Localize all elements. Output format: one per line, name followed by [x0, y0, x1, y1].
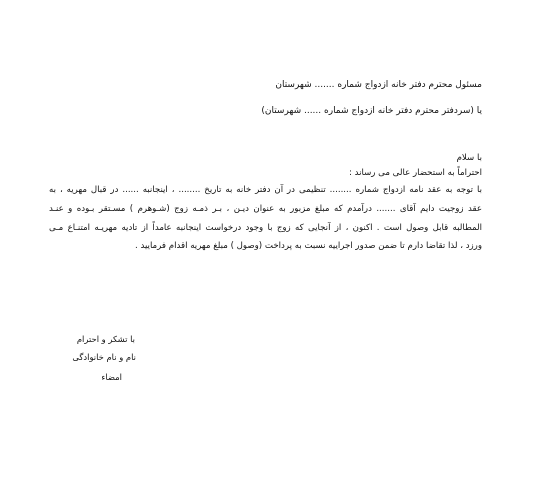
- signer-name: نام و نام خانوادگی: [72, 352, 136, 362]
- paragraph-line-1: با توجه به عقد نامه ازدواج شماره ........ تنظیمی در آن دفتر خانه به تاریخ ........ ، اینجانبه ...... در قبال مهریه ، به: [49, 185, 482, 195]
- paragraph-line-4: ورزد ، لذا تقاضا دارم تا ضمن صدور اجراییه نسبت به پرداخت (وصول ) مبلغ مهریه اقدام فرمایید .: [134, 241, 482, 251]
- recipient-line-1: مسئول محترم دفتر خانه ازدواج شماره ....... شهرستان: [275, 80, 482, 90]
- recipient-line-2: یا (سردفتر محترم دفتر خانه ازدواج شماره ...... شهرستان): [261, 106, 482, 116]
- closing: با تشکر و احترام: [76, 334, 135, 344]
- paragraph-line-3: المطالبه قابل وصول است . اکنون ، از آنجایی که زوج با وجود درخواست اینجانبه عامداً از تادیه مهریـه امتنـاع مـی: [49, 223, 482, 233]
- greeting: با سلام: [456, 153, 482, 163]
- signature-label: امضاء: [101, 372, 122, 382]
- intro: احتراماً به استحضار عالی می رساند :: [348, 168, 482, 178]
- paragraph-line-2: عقد زوجیت دایم آقای ....... درآمدم که مبلغ مزبور به عنوان دیـن ، بـر ذمـه زوج (شـوهرم ) مسـتقر بـوده و عنـد: [49, 204, 482, 214]
